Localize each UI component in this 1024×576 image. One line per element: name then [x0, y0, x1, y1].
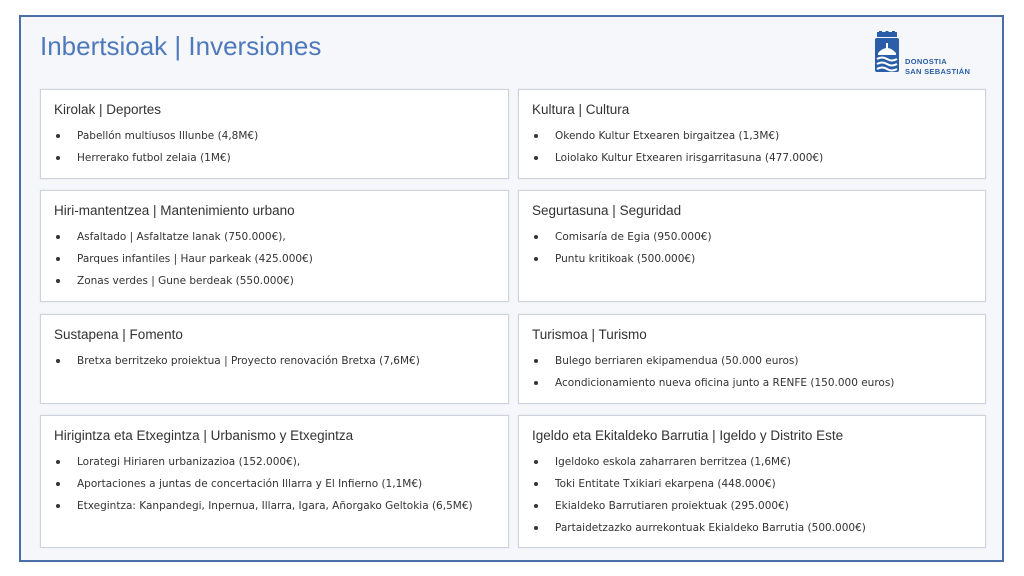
card-title: Sustapena | Fomento	[54, 327, 183, 342]
list-item: Aportaciones a juntas de concertación Illarra y El Infierno (1,1M€)	[54, 477, 473, 499]
list-item: Okendo Kultur Etxearen birgaitzea (1,3M€)	[532, 129, 823, 151]
list-item: Igeldoko eskola zaharraren berritzea (1,6M€)	[532, 455, 866, 477]
card-security	[518, 190, 986, 302]
list-item: Acondicionamiento nueva oficina junto a RENFE (150.000 euros)	[532, 376, 894, 398]
list-item: Herrerako futbol zelaia (1M€)	[54, 151, 258, 173]
item-list	[532, 354, 894, 398]
list-item: Comisaría de Egia (950.000€)	[532, 230, 712, 252]
city-logo	[873, 31, 983, 81]
card-igeldo-east-district	[518, 415, 986, 548]
card-title: Hirigintza eta Etxegintza | Urbanismo y Etxegintza	[54, 428, 354, 443]
card-title: Segurtasuna | Seguridad	[532, 203, 682, 218]
list-item: Partaidetzazko aurrekontuak Ekialdeko Barrutia (500.000€)	[532, 521, 866, 543]
item-list	[54, 455, 473, 521]
card-title: Igeldo eta Ekitaldeko Barrutia | Igeldo y Distrito Este	[532, 428, 844, 443]
item-list	[532, 230, 712, 274]
list-item: Toki Entitate Txikiari ekarpena (448.000€)	[532, 477, 866, 499]
item-list	[54, 230, 313, 296]
item-list	[54, 129, 258, 173]
list-item: Asfaltado | Asfaltatze lanak (750.000€),	[54, 230, 313, 252]
list-item: Bulego berriaren ekipamendua (50.000 euros)	[532, 354, 894, 376]
card-sports	[40, 89, 509, 179]
list-item: Ekialdeko Barrutiaren proiektuak (295.000€)	[532, 499, 866, 521]
card-title: Kultura | Cultura	[532, 102, 630, 117]
list-item: Lorategi Hiriaren urbanizazioa (152.000€),	[54, 455, 473, 477]
slide	[19, 15, 1004, 562]
item-list	[532, 455, 866, 543]
list-item: Zonas verdes | Gune berdeak (550.000€)	[54, 274, 313, 296]
city-crest-icon	[873, 31, 901, 75]
card-promotion	[40, 314, 509, 404]
card-urban-maintenance	[40, 190, 509, 302]
logo-line-1: DONOSTIA	[905, 57, 947, 66]
item-list	[54, 354, 420, 376]
card-culture	[518, 89, 986, 179]
card-title: Kirolak | Deportes	[54, 102, 162, 117]
logo-text	[905, 57, 970, 77]
list-item: Etxegintza: Kanpandegi, Inpernua, Illarra, Igara, Añorgako Geltokia (6,5M€)	[54, 499, 473, 521]
list-item: Puntu kritikoak (500.000€)	[532, 252, 712, 274]
list-item: Loiolako Kultur Etxearen irisgarritasuna (477.000€)	[532, 151, 823, 173]
item-list	[532, 129, 823, 173]
list-item: Parques infantiles | Haur parkeak (425.000€)	[54, 252, 313, 274]
card-title: Turismoa | Turismo	[532, 327, 647, 342]
card-title: Hiri-mantentzea | Mantenimiento urbano	[54, 203, 295, 218]
logo-line-2: SAN SEBASTIÁN	[905, 67, 971, 76]
list-item: Bretxa berritzeko proiektua | Proyecto renovación Bretxa (7,6M€)	[54, 354, 420, 376]
page-title: Inbertsioak | Inversiones	[40, 31, 322, 61]
card-urbanism	[40, 415, 509, 548]
list-item: Pabellón multiusos Illunbe (4,8M€)	[54, 129, 258, 151]
card-tourism	[518, 314, 986, 404]
